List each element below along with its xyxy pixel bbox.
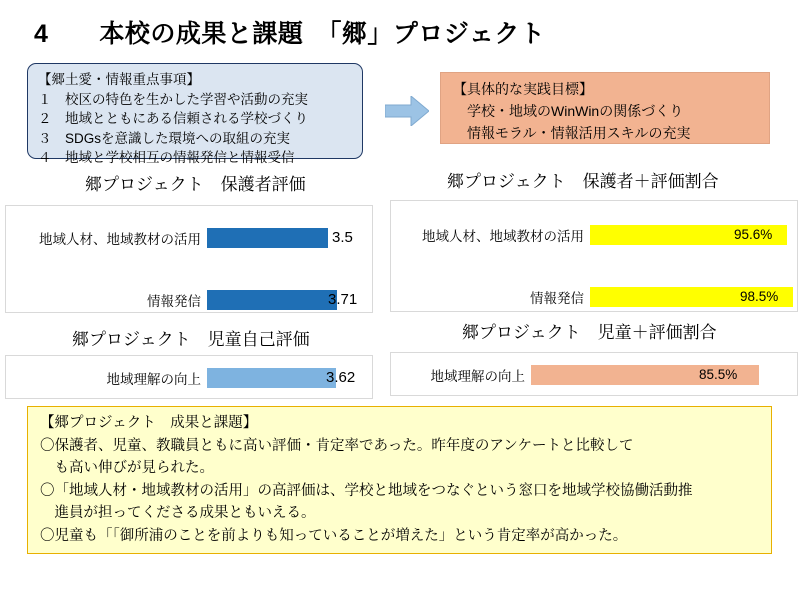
bar-label: 地域人材、地域教材の活用 [39,232,201,247]
priority-item-2: ２ 地域とともにある信頼される学校づくり [38,111,308,126]
chart-heading-parent-eval: 郷プロジェクト 保護者評価 [85,175,306,194]
results-line-2: も高い伸びが見られた。 [40,460,214,476]
bar-track [207,287,373,313]
results-line-5: 〇児童も「「御所浦のことを前よりも知っていることが増えた」という肯定率が高かった。 [40,527,628,544]
chart-heading-parent-ratio: 郷プロジェクト 保護者＋評価割合 [447,172,719,191]
results-and-issues-box [27,406,772,554]
concrete-goal-1: 学校・地域のWinWinの関係づくり [453,103,684,119]
results-heading: 【郷プロジェクト 成果と課題】 [40,415,258,431]
bar-value: 98.5% [740,289,779,304]
bar-value: 3.62 [326,369,356,386]
concrete-goal-2: 情報モラル・情報活用スキルの充実 [453,125,691,141]
bar-track [590,284,796,310]
bar-fill [207,290,337,310]
bar-value: 3.71 [328,291,358,308]
bar-row [390,222,798,248]
bar-row [5,365,373,391]
bar-track [531,362,796,388]
chart-heading-child-ratio: 郷プロジェクト 児童＋評価割合 [462,323,717,342]
bar-fill [207,368,336,388]
bar-value: 95.6% [734,227,773,242]
right-arrow-icon [385,96,429,126]
bar-label: 地域人材、地域教材の活用 [422,229,584,244]
page-title: 4 本校の成果と課題 「郷」プロジェクト [34,20,546,48]
bar-label: 地域理解の向上 [106,372,201,387]
chart-heading-child-eval: 郷プロジェクト 児童自己評価 [72,330,310,349]
bar-track [590,222,796,248]
bar-value: 3.5 [332,229,353,246]
bar-row [390,362,798,388]
results-line-3: 〇「地域人材・地域教材の活用」の高評価は、学校と地域をつなぐという窓口を地域学校協働活動推 [40,482,693,499]
priority-items-box [27,63,363,165]
priority-item-3: ３ SDGsを意識した環境への取組の充実 [38,130,291,146]
bar-value: 85.5% [699,367,738,382]
bar-row [5,287,373,313]
bar-track [207,225,373,251]
results-line-4: 進員が担ってくださる成果ともいえる。 [40,505,316,521]
priority-item-1: １ 校区の特色を生かした学習や活動の充実 [38,91,308,107]
concrete-goals-box [440,72,770,144]
bar-track [207,365,373,391]
bar-label: 地域理解の向上 [430,369,525,384]
bar-fill [207,228,328,248]
concrete-goals-heading: 【具体的な実践目標】 [453,81,593,97]
priority-items-heading: 【郷土愛・情報重点事項】 [38,72,200,87]
priority-item-4: ４ 地域と学校相互の情報発信と情報受信 [38,150,295,165]
bar-row [5,225,373,251]
bar-label: 情報発信 [530,291,584,306]
bar-row [390,284,798,310]
bar-label: 情報発信 [147,294,201,309]
results-line-1: 〇保護者、児童、教職員ともに高い評価・肯定率であった。昨年度のアンケートと比較して [40,437,634,454]
